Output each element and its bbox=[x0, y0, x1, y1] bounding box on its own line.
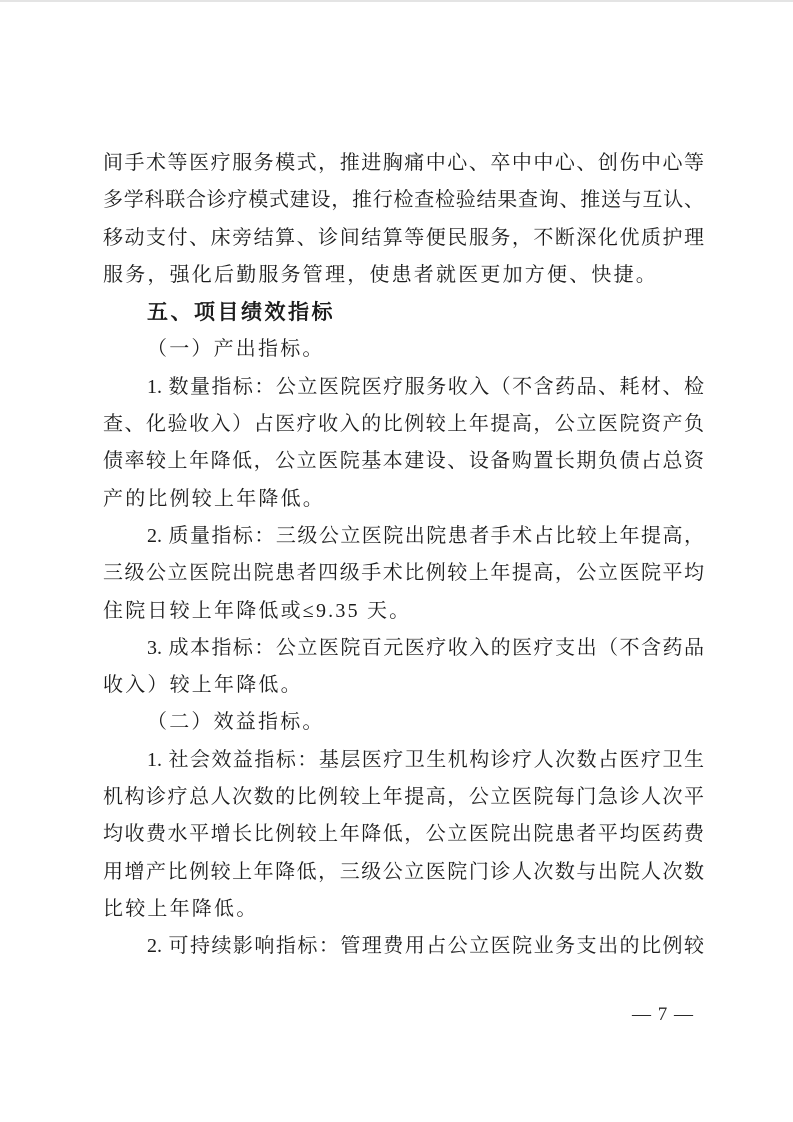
subsection-heading-benefit: （二）效益指标。 bbox=[147, 711, 325, 734]
paragraph-line: 三级公立医院出院患者四级手术比例较上年提高，公立医院平均 bbox=[103, 562, 704, 585]
paragraph-line: 查、化验收入）占医疗收入的比例较上年提高，公立医院资产负 bbox=[103, 413, 704, 436]
paragraph-line: 机构诊疗总人次数的比例较上年提高，公立医院每门急诊人次平 bbox=[103, 786, 704, 809]
paragraph-line: 1. 社会效益指标：基层医疗卫生机构诊疗人次数占医疗卫生 bbox=[147, 748, 704, 771]
paragraph-line: 1. 数量指标：公立医院医疗服务收入（不含药品、耗材、检 bbox=[147, 375, 704, 398]
paragraph-line: 用增产比例较上年降低，三级公立医院门诊人次数与出院人次数 bbox=[103, 860, 704, 883]
paragraph-line: 均收费水平增长比例较上年降低，公立医院出院患者平均医药费 bbox=[103, 823, 704, 846]
paragraph-line: 间手术等医疗服务模式，推进胸痛中心、卒中中心、创伤中心等 bbox=[103, 152, 704, 174]
paragraph-line: 收入）较上年降低。 bbox=[103, 674, 303, 697]
paragraph-line: 比较上年降低。 bbox=[103, 897, 259, 920]
text-block bbox=[103, 145, 704, 966]
paragraph-line: 移动支付、床旁结算、诊间结算等便民服务，不断深化优质护理 bbox=[103, 226, 704, 249]
paragraph-line: 服务，强化后勤服务管理，使患者就医更加方便、快捷。 bbox=[103, 263, 658, 286]
paragraph-line: 产的比例较上年降低。 bbox=[103, 487, 325, 510]
paragraph-line: 债率较上年降低，公立医院基本建设、设备购置长期负债占总资 bbox=[103, 450, 704, 473]
paragraph-line: 住院日较上年降低或≤9.35 天。 bbox=[103, 599, 412, 622]
page-number: — 7 — bbox=[632, 1004, 694, 1025]
section-heading: 五、项目绩效指标 bbox=[147, 301, 335, 325]
paragraph-line: 2. 可持续影响指标：管理费用占公立医院业务支出的比例较 bbox=[147, 935, 704, 958]
paragraph-line: 2. 质量指标：三级公立医院出院患者手术占比较上年提高， bbox=[147, 524, 704, 547]
paragraph-line: 3. 成本指标：公立医院百元医疗收入的医疗支出（不含药品 bbox=[147, 636, 704, 659]
page-top-edge-line bbox=[0, 0, 793, 2]
paragraph-line: 多学科联合诊疗模式建设，推行检查检验结果查询、推送与互认、 bbox=[103, 189, 704, 212]
subsection-heading-output: （一）产出指标。 bbox=[147, 338, 325, 361]
